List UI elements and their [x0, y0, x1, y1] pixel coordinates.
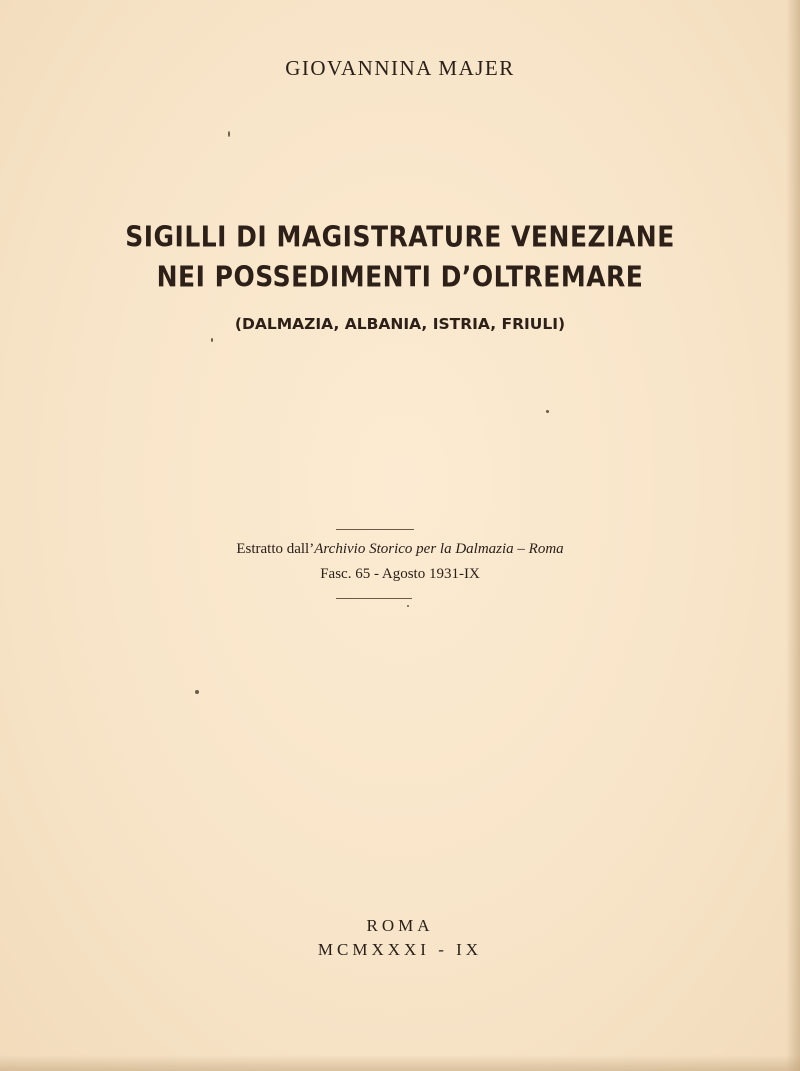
- divider-bottom: [336, 598, 412, 599]
- paper-speck: [211, 338, 213, 342]
- extract-note: [0, 541, 800, 558]
- issue-info: Fasc. 65 - Agosto 1931-IX: [320, 566, 480, 582]
- paper-speck: [546, 410, 549, 413]
- author-name: GIOVANNINA MAJER: [285, 56, 515, 80]
- subtitle-regions: (DALMAZIA, ALBANIA, ISTRIA, FRIULI): [234, 315, 566, 333]
- title-line-2: NEI POSSEDIMENTI D’OLTREMARE: [156, 259, 644, 294]
- page-edge-shadow-right: [786, 0, 800, 1071]
- title-line-1: SIGILLI DI MAGISTRATURE VENEZIANE: [125, 219, 675, 254]
- journal-name: Archivio Storico per la Dalmazia – Roma: [314, 541, 564, 557]
- publication-place: ROMA: [366, 916, 434, 935]
- divider-top: [336, 529, 414, 530]
- paper-speck: [228, 131, 230, 137]
- paper-speck: [407, 605, 409, 607]
- extract-prefix: Estratto dall’: [236, 541, 315, 557]
- page-edge-shadow-bottom: [0, 1055, 800, 1071]
- publication-year: MCMXXXI - IX: [317, 940, 483, 959]
- paper-speck: [195, 690, 199, 694]
